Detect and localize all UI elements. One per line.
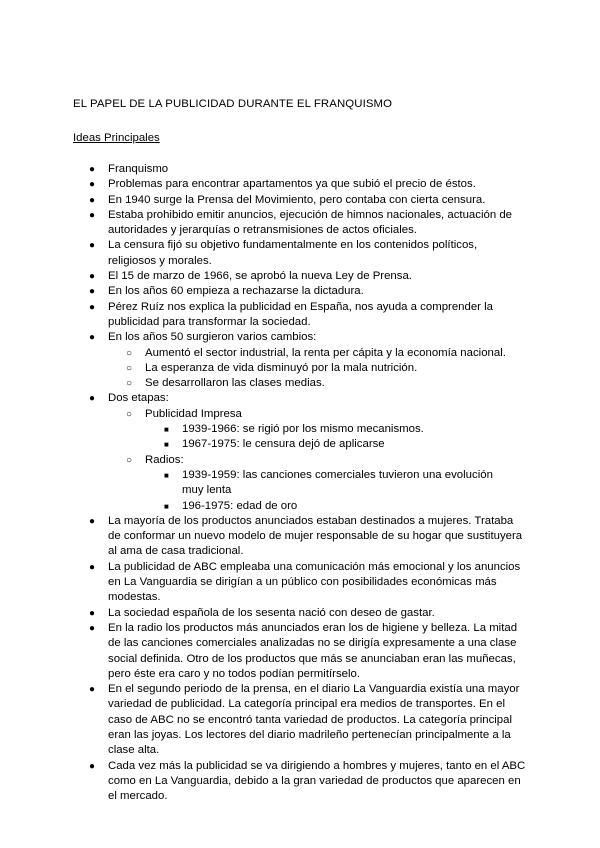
bullet-icon: ● <box>89 622 96 634</box>
list-item <box>89 208 528 239</box>
list-item-text: La sociedad española de los sesenta nació con deseo de gastar. <box>108 606 435 619</box>
list-item <box>89 682 528 758</box>
document-title: EL PAPEL DE LA PUBLICIDAD DURANTE EL FRANQUISMO <box>73 98 393 110</box>
bullet-icon: ● <box>89 164 96 175</box>
main-bullet-list <box>0 162 600 804</box>
bullet-icon: ● <box>89 271 96 283</box>
list-item-text: Aumentó el sector industrial, la renta per cápita y la economía nacional. <box>145 346 506 359</box>
list-item-text: En el segundo periodo de la prensa, en el diario La Vanguardia existía una mayor variedad de publicidad. La categoría principal era medios de transportes. En el caso de ABC no se encontró tanta variedad de productos. La categoría principal eran las joyas. Los lectores del diario madrileño pertenecían principalmente a la clase alta. <box>108 683 520 757</box>
list-item-text: En la radio los productos más anunciados eran los de higiene y belleza. La mitad de las canciones comerciales analizadas no se dirigía expresamente a una clase social definida. Otro de los productos que más se anunciaban eran las muñecas, pero éste era caro y no todos podían permitírselo. <box>108 621 518 680</box>
list-item-text: La publicidad de ABC empleaba una comunicación más emocional y los anuncios en La Vanguardia se dirigían a un público con posibilidades económicas más modestas. <box>108 560 521 604</box>
bullet-icon: ● <box>89 561 96 573</box>
sub-list-item <box>126 376 525 391</box>
bullet-icon: ● <box>89 194 96 206</box>
list-item-text: 1939-1959: las canciones comerciales tuvieron una evolución muy lenta <box>182 468 493 497</box>
bullet-icon: ● <box>89 684 96 696</box>
list-item-text: Estaba prohibido emitir anuncios, ejecución de himnos nacionales, actuación de autoridades y jerarquías o retransmisiones de actos oficiales. <box>108 208 512 237</box>
bullet-icon: ○ <box>126 362 133 374</box>
list-item-text: Dos etapas: <box>108 392 169 405</box>
sub-list-item <box>126 407 525 422</box>
list-item-text: En 1940 surge la Prensa del Movimiento, pero contaba con cierta censura. <box>108 193 486 206</box>
section-heading: Ideas Principales <box>73 132 160 144</box>
list-item-text: Cada vez más la publicidad se va dirigiendo a hombres y mujeres, tanto en el ABC como en La Vanguardia, debido a la gran variedad de productos que aparecen en el mercado. <box>108 759 526 803</box>
bullet-icon: ○ <box>126 454 133 466</box>
list-item <box>89 621 528 682</box>
list-item-text: La censura fijó su objetivo fundamentalmente en los contenidos políticos, religiosos y morales. <box>108 239 478 267</box>
list-item-text: Radios: <box>145 453 184 466</box>
list-item <box>89 193 528 208</box>
list-item <box>89 269 528 284</box>
bullet-icon: ■ <box>164 470 169 480</box>
sub-sub-list-item <box>164 437 512 452</box>
list-item <box>89 391 528 406</box>
list-item-text: En los años 50 surgieron varios cambios: <box>108 331 317 344</box>
list-item-text: 1939-1966: se rigió por los mismo mecanismos. <box>182 423 424 436</box>
bullet-icon: ■ <box>164 425 169 435</box>
list-item <box>89 560 528 606</box>
bullet-icon: ● <box>89 393 96 405</box>
list-item-text: Problemas para encontrar apartamentos ya que subió el precio de éstos. <box>108 178 476 191</box>
sub-list-item <box>126 346 525 361</box>
list-item-text: Se desarrollaron las clases medias. <box>145 377 325 390</box>
list-item-text: En los años 60 empieza a rechazarse la dictadura. <box>108 285 364 298</box>
list-item-text: La esperanza de vida disminuyó por la mala nutrición. <box>145 361 418 374</box>
sub-list-item <box>126 453 525 468</box>
bullet-icon: ● <box>89 240 96 252</box>
list-item <box>89 238 528 269</box>
bullet-icon: ● <box>89 286 96 298</box>
list-item-text: 196-1975: edad de oro <box>182 499 298 512</box>
bullet-icon: ● <box>89 760 96 772</box>
bullet-icon: ● <box>89 332 96 344</box>
list-item <box>89 514 528 560</box>
list-item-text: 1967-1975: le censura dejó de aplicarse <box>182 438 385 451</box>
sub-list-item <box>126 361 525 376</box>
list-item <box>89 759 528 805</box>
list-item <box>89 177 528 192</box>
bullet-icon: ○ <box>126 347 133 359</box>
list-item <box>89 606 528 621</box>
list-item-text: Pérez Ruíz nos explica la publicidad en España, nos ayuda a comprender la publicidad para transformar la sociedad. <box>108 300 493 328</box>
list-item-text: El 15 de marzo de 1966, se aprobó la nueva Ley de Prensa. <box>108 270 412 283</box>
bullet-icon: ● <box>89 179 96 191</box>
list-item <box>89 300 528 331</box>
list-item-text: La mayoría de los productos anunciados estaban destinados a mujeres. Trataba de conformar un nuevo modelo de mujer responsable de su hogar que sustituyera al ama de casa tradicional. <box>108 514 523 558</box>
bullet-icon: ■ <box>164 501 169 511</box>
bullet-icon: ● <box>89 209 96 221</box>
list-item <box>89 330 528 345</box>
bullet-icon: ● <box>89 607 96 619</box>
sub-sub-list-item <box>164 468 512 499</box>
sub-sub-list-item <box>164 499 512 514</box>
list-item <box>89 284 528 299</box>
bullet-icon: ● <box>89 515 96 527</box>
bullet-icon: ○ <box>126 378 133 390</box>
list-item-text: Franquismo <box>108 163 169 175</box>
bullet-icon: ■ <box>164 440 169 450</box>
bullet-icon: ○ <box>126 408 133 420</box>
bullet-icon: ● <box>89 301 96 313</box>
sub-sub-list-item <box>164 422 512 437</box>
list-item-text: Publicidad Impresa <box>145 407 242 420</box>
list-item <box>89 162 528 177</box>
